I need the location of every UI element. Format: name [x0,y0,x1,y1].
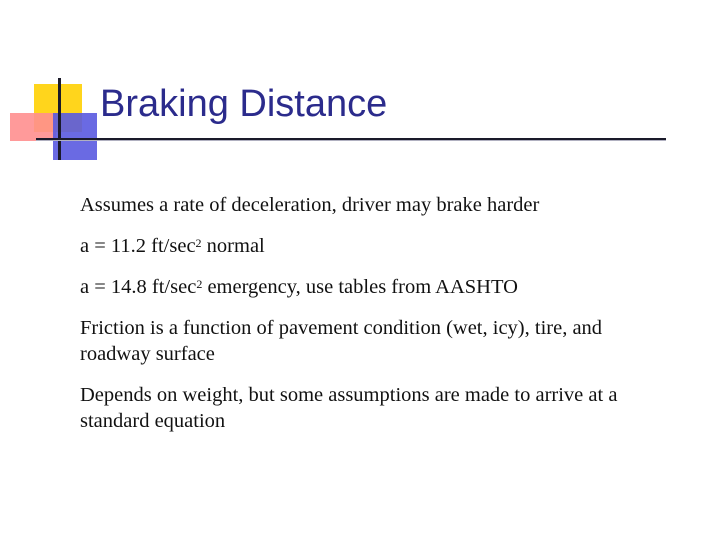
exponent: 2 [195,236,202,250]
bullet-list [80,192,640,449]
bullet-item [80,233,640,259]
bullet-item [80,274,640,300]
exponent: 2 [196,277,203,291]
bullet-text: normal [201,235,265,257]
bullet-text: a = 11.2 ft/sec [80,235,196,257]
title-underline-shadow [36,140,666,141]
bullet-item [80,382,640,434]
bullet-item [80,192,640,218]
bullet-item [80,315,640,367]
logo-red-square [10,113,56,141]
logo-vertical-rule [58,78,61,160]
bullet-text: Assumes a rate of deceleration, driver may brake harder [80,194,540,216]
bullet-text: emergency, use tables from AASHTO [202,276,518,298]
bullet-text: Depends on weight, but some assumptions are made to arrive at a standard equation [80,384,618,432]
slide-title: Braking Distance [100,83,388,125]
bullet-text: a = 14.8 ft/sec [80,276,197,298]
bullet-text: Friction is a function of pavement condition (wet, icy), tire, and roadway surface [80,317,603,365]
